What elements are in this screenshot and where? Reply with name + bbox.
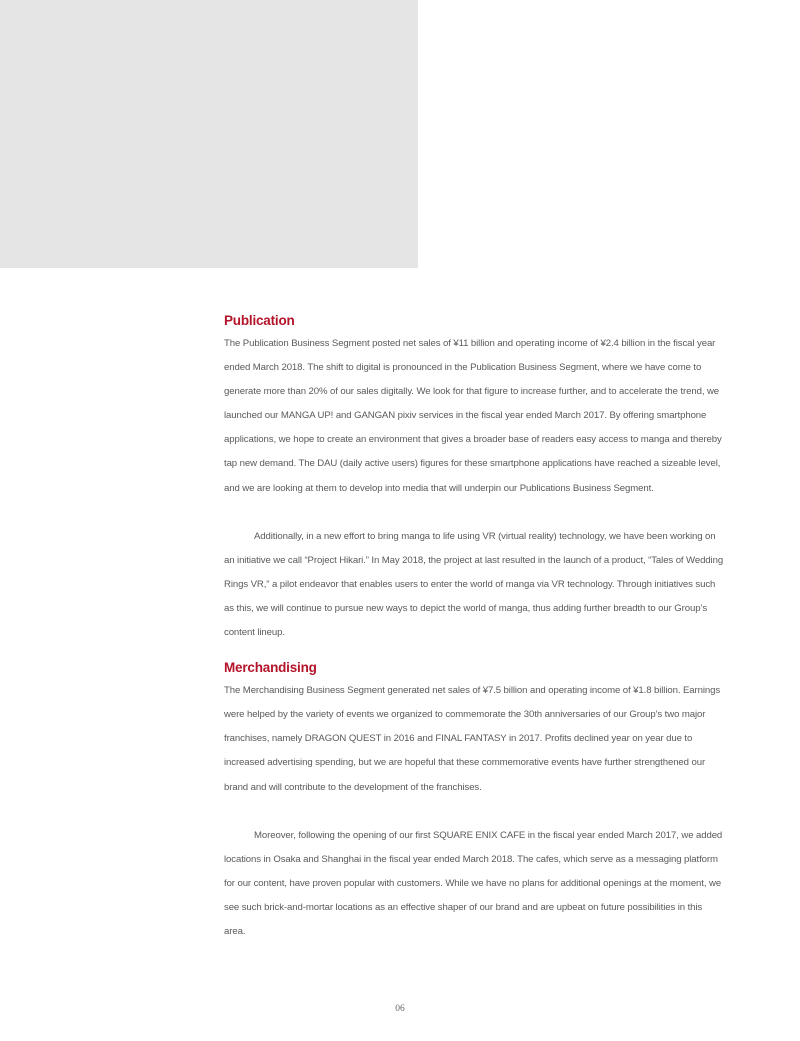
section-gap xyxy=(224,645,724,659)
main-content xyxy=(224,312,724,944)
merchandising-paragraph-2: Moreover, following the opening of our first SQUARE ENIX CAFE in the fiscal year ended March 2017, we added locations in Osaka and Shanghai in the fiscal year ended March 2018. The cafes, which serve as a messaging platform for our content, have proven popular with customers. While we have no plans for additional openings at the moment, we see such brick-and-mortar locations as an effective shaper of our brand and are upbeat on future possibilities in this area. xyxy=(224,829,723,937)
merchandising-paragraph-1: The Merchandising Business Segment generated net sales of ¥7.5 billion and operating income of ¥1.8 billion. Earnings were helped by the variety of events we organized to commemorate the 30th anniversaries of our Group’s two major franchises, namely DRAGON QUEST in 2016 and FINAL FANTASY in 2017. Profits declined year on year due to increased advertising spending, but we are hopeful that these commemorative events have further strengthened our brand and will contribute to the development of the franchises. xyxy=(224,685,721,793)
publication-paragraph-1: The Publication Business Segment posted net sales of ¥11 billion and operating income of ¥2.4 billion in the fiscal year ended March 2018. The shift to digital is pronounced in the Publication Business Segment, where we have come to generate more than 20% of our sales digitally. We look for that figure to increase further, and to accelerate the trend, we launched our MANGA UP! and GANGAN pixiv services in the fiscal year ended March 2017. By offering smartphone applications, we hope to create an environment that gives a broader base of readers easy access to manga and thereby tap new demand. The DAU (daily active users) figures for these smartphone applications have reached a sizeable level, and we are looking at them to develop into media that will underpin our Publications Business Segment. xyxy=(224,338,722,494)
merchandising-section xyxy=(224,659,724,944)
section-heading-publication: Publication xyxy=(224,313,295,328)
image-placeholder xyxy=(0,0,418,268)
page-number: 06 xyxy=(395,1004,405,1014)
section-heading-merchandising: Merchandising xyxy=(224,660,317,676)
paragraph-gap xyxy=(224,501,724,525)
publication-section xyxy=(224,312,724,645)
paragraph-gap xyxy=(224,800,724,824)
publication-paragraph-2: Additionally, in a new effort to bring manga to life using VR (virtual reality) technology, we have been working on an initiative we call “Project Hikari.” In May 2018, the project at last resulted in the launch of a product, “Tales of Wedding Rings VR,” a pilot endeavor that enables users to enter the world of manga via VR technology. Through initiatives such as this, we will continue to pursue new ways to depict the world of manga, thus adding further breadth to our Group’s content lineup. xyxy=(224,530,724,639)
